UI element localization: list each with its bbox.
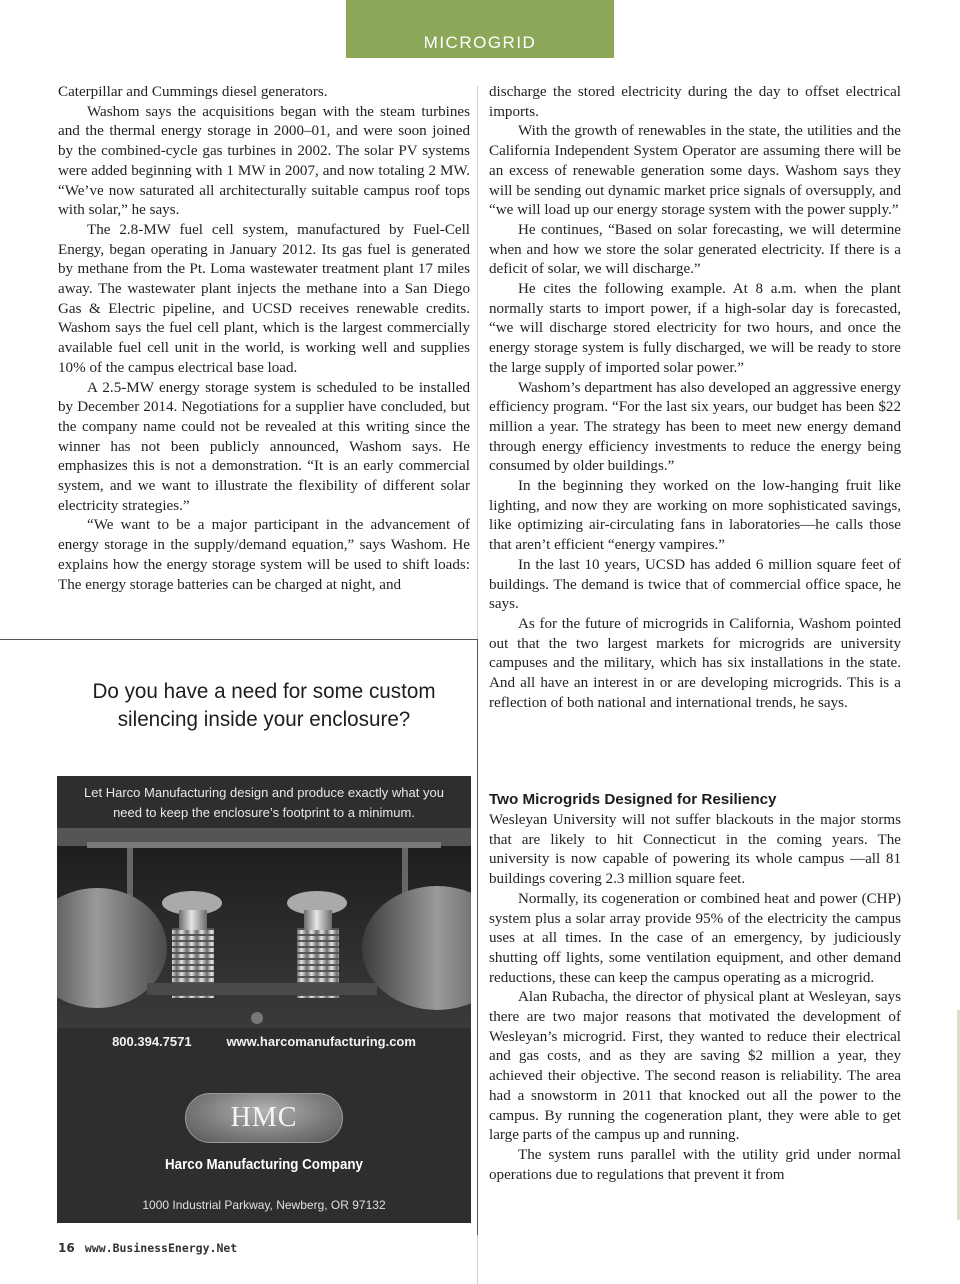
section-header-tab [346,0,614,58]
left-article-column [58,83,470,595]
article-paragraph: A 2.5-MW energy storage system is scheduled to be installed by December 2014. Negotiations for a supplier have concluded, but the company name could not be revealed at this writing since the winner has not been publicly announced, Washom says. He emphasizes this is not a demonstration. “It is an early commercial system, and we want to illustrate the flexibility of different solar electricity strategies.” [58,379,470,514]
ad-address: 1000 Industrial Parkway, Newberg, OR 97132 [142,1198,386,1212]
section-title: MICROGRID [423,33,537,52]
article-paragraph: “We want to be a major participant in the advancement of energy storage in the supply/demand equation,” says Washom. He explains how the energy storage system will be used to shift loads: The energy storage batteries can be charged at night, and [58,517,470,593]
ad-website-link[interactable]: www.harcomanufacturing.com [226,1034,416,1049]
ad-contact-line [57,1034,471,1049]
page-number: 16 [58,1241,75,1255]
article-paragraph: discharge the stored electricity during the day to offset electrical imports. [489,84,901,120]
article-paragraph: With the growth of renewables in the state, the utilities and the California Independent System Operator are assuming there will be an excess of renewable generation some days. Washom says they will be sending out dynamic market price signals of oversupply, and “we will load up our energy storage system with the power supply.” [489,123,901,219]
ad-phone: 800.394.7571 [112,1034,192,1049]
ad-product-photo [57,828,471,1028]
ad-headline: Do you have a need for some custom silencing inside your enclosure? [92,679,436,731]
footer-url[interactable]: www.BusinessEnergy.Net [84,1241,238,1255]
ad-company-name: Harco Manufacturing Company [165,1157,363,1173]
article-paragraph: Caterpillar and Cummings diesel generators. [58,84,328,100]
page-footer [58,1241,237,1255]
hmc-logo-text: HMC [230,1102,298,1133]
article-paragraph: Washom’s department has also developed an aggressive energy efficiency program. “For the last six years, our budget has been $22 million a year. The strategy has been to meet new energy demand through energy efficiency investments to reduce the energy being consumed by older buildings.” [489,379,901,475]
article-paragraph: The system runs parallel with the utility grid under normal operations due to regulations that prevent it from [489,1146,901,1183]
article-paragraph: Alan Rubacha, the director of physical plant at Wesleyan, says there are two major reasons that motivated the development of Wesleyan’s microgrid. First, they wanted to reduce their electrical and gas costs, and as they are saving $2 million a year, they achieved their objective. The second reason is reliability. The area had a snowstorm in 2011 that knocked out all the power to the campus. By running the cogeneration plant, they were able to get large parts of the campus up and running. [489,989,901,1144]
article-paragraph: The 2.8-MW fuel cell system, manufactured by Fuel-Cell Energy, began operating in January 2012. Its gas fuel is generated by methane from the Pt. Loma wastewater treatment plant 17 miles away. The wastewater plant injects the methane into a San Diego Gas & Electric pipeline, and UCSD receives renewable credits. Washom says the fuel cell plant, which is the largest commercially available fuel cell unit in the world, is working well and supplies 10% of the campus electrical base load. [58,221,470,376]
article-paragraph: Normally, its cogeneration or combined heat and power (CHP) system plus a solar array provide 95% of the electricity the campus uses at all times. In the case of an emergency, by judiciously shutting off lights, some ventilation equipment, and other demand reductions, these can keep the campus operating as a microgrid. [489,890,901,986]
right-article-column-continued [489,811,901,1185]
article-paragraph: He continues, “Based on solar forecasting, we will determine when and how we store the solar generated electricity. If there is a deficit of solar, we will discharge.” [489,221,901,278]
article-paragraph: In the last 10 years, UCSD has added 6 million square feet of buildings. The demand is twice that of commercial office space, he says. [489,556,901,613]
article-paragraph: Washom says the acquisitions began with the steam turbines and the thermal energy storage in 2000–01, and were soon joined by the combined-cycle gas turbines in 2002. The solar PV systems were added beginning with 1 MW in 2007, and now totaling 2 MW. “We’ve now saturated all architecturally suitable campus roof tops with solar,” he says. [58,103,470,219]
article-paragraph: In the beginning they worked on the low-hanging fruit like lighting, and now they are working on more sophisticated savings, like optimizing air-circulating fans in laboratories—he calls those that aren’t efficient “energy vampires.” [489,478,901,554]
hmc-logo [185,1093,343,1143]
right-article-column [489,83,901,714]
ad-subtext: Let Harco Manufacturing design and produce exactly what you need to keep the enclosure’s footprint to a minimum. [84,785,444,820]
article-paragraph: As for the future of microgrids in California, Washom pointed out that the two largest markets for microgrids are university campuses and the military, which has six installations in the state. And all have an interest in or are developing microgrids. This is a reflection of both national and international trends, he says. [489,615,901,711]
article-paragraph: He cites the following example. At 8 a.m. when the plant normally starts to import power, if a high-solar day is forecasted, “we will discharge stored electricity for two hours, and once the energy storage system is fully discharged, we will be ready to store the large supply of imported solar power.” [489,281,901,376]
article-paragraph: Wesleyan University will not suffer blackouts in the major storms that are likely to hit Connecticut in the coming years. The university is now capable of powering its whole campus —all 81 buildings covering 2.3 million square feet. [489,812,901,888]
section-subhead: Two Microgrids Designed for Resiliency [489,791,777,808]
